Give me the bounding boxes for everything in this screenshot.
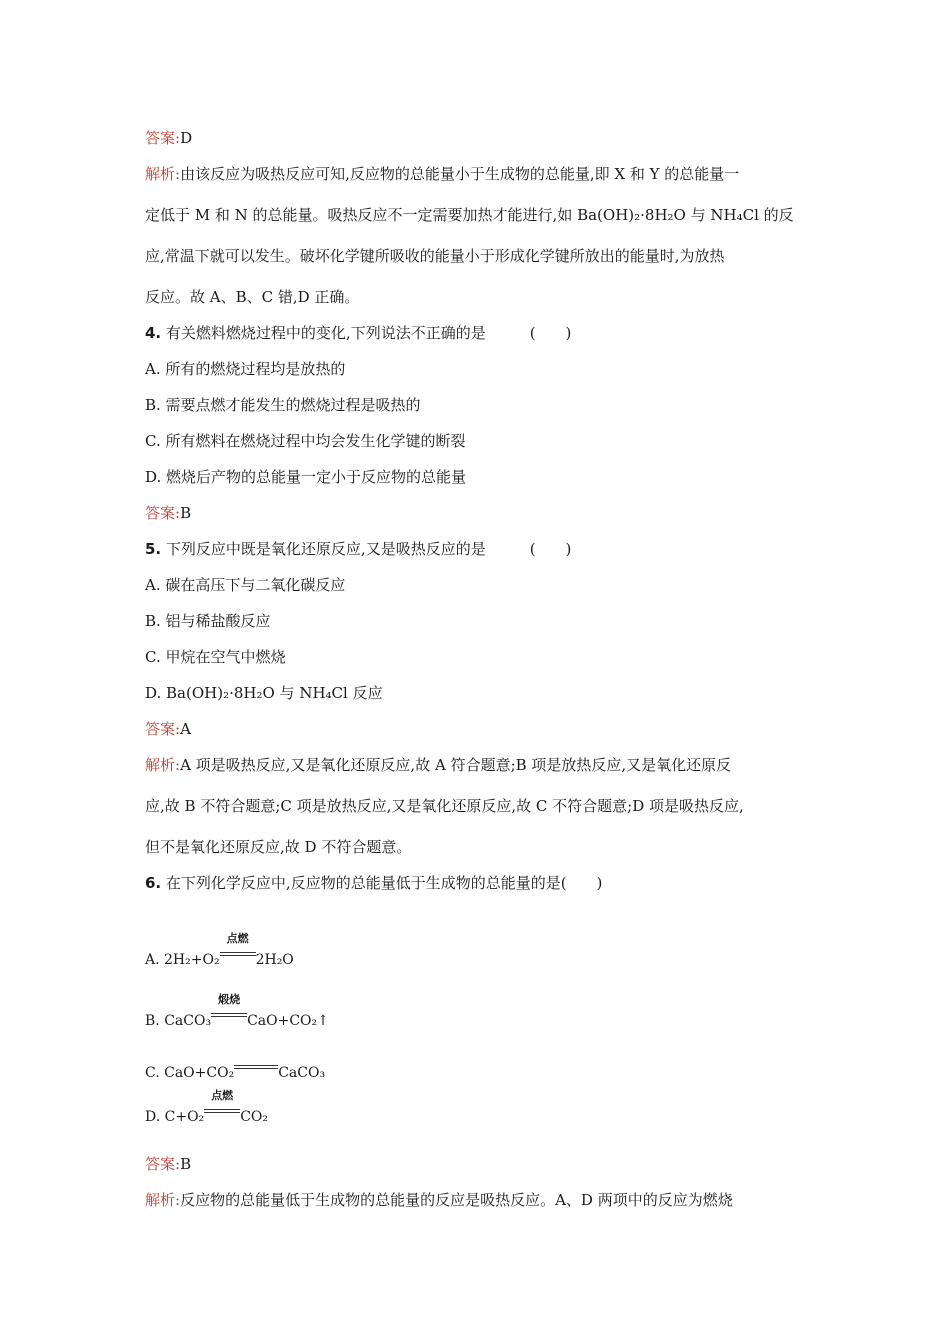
reaction-arrow bbox=[204, 1089, 240, 1121]
answer-value: A bbox=[180, 720, 191, 738]
answer-paren: ( ) bbox=[529, 324, 572, 342]
q4-option-a: A. 所有的燃烧过程均是放热的 bbox=[145, 360, 346, 378]
q4-answer bbox=[145, 503, 191, 523]
option-label: C. bbox=[145, 1065, 165, 1081]
answer-value: B bbox=[180, 1155, 192, 1173]
q4-option-b: B. 需要点燃才能发生的燃烧过程是吸热的 bbox=[145, 396, 421, 414]
analysis-text: 由该反应为吸热反应可知,反应物的总能量小于生成物的总能量,即 X 和 Y 的总能量一 bbox=[180, 165, 740, 183]
reactants: CaCO₃ bbox=[164, 1013, 212, 1029]
q6-option-b bbox=[145, 993, 329, 1029]
q6-option-c bbox=[145, 1057, 325, 1079]
question-number: 6. bbox=[145, 874, 162, 892]
analysis-text: 反应物的总能量低于生成物的总能量的反应是吸热反应。A、D 两项中的反应为燃烧 bbox=[180, 1191, 733, 1209]
products: CaO+CO₂↑ bbox=[247, 1013, 329, 1029]
answer-paren: ( ) bbox=[560, 874, 603, 892]
question-number: 4. bbox=[145, 324, 162, 342]
q5-stem bbox=[145, 539, 571, 559]
reaction-condition: 点燃 bbox=[226, 932, 249, 945]
q5-answer bbox=[145, 719, 191, 739]
option-label: D. bbox=[145, 1109, 165, 1125]
q4-option-c: C. 所有燃料在燃烧过程中均会发生化学键的断裂 bbox=[145, 432, 466, 450]
option-label: A. bbox=[145, 952, 165, 968]
reactants: 2H₂+O₂ bbox=[164, 952, 220, 968]
reaction-arrow bbox=[220, 932, 256, 964]
question-number: 5. bbox=[145, 540, 162, 558]
q6-option-a bbox=[145, 932, 294, 968]
question-text: 有关燃料燃烧过程中的变化,下列说法不正确的是 bbox=[165, 324, 486, 342]
q6-answer bbox=[145, 1154, 191, 1174]
answer-value: B bbox=[180, 504, 192, 522]
answer-label: 答案: bbox=[145, 504, 181, 522]
answer-label: 答案: bbox=[145, 720, 181, 738]
reactants: C+O₂ bbox=[164, 1109, 205, 1125]
answer-paren: ( ) bbox=[529, 540, 572, 558]
q5-option-c: C. 甲烷在空气中燃烧 bbox=[145, 648, 286, 666]
reaction-condition: 点燃 bbox=[211, 1089, 234, 1102]
q5-analysis-line-1 bbox=[145, 755, 731, 775]
q3-analysis-line-2: 定低于 M 和 N 的总能量。吸热反应不一定需要加热才能进行,如 Ba(OH)₂·8H₂O 与 NH₄Cl 的反 bbox=[145, 206, 794, 224]
reaction-arrow bbox=[211, 993, 247, 1025]
analysis-label: 解析: bbox=[145, 165, 181, 183]
reactants: CaO+CO₂ bbox=[164, 1065, 235, 1081]
analysis-label: 解析: bbox=[145, 756, 181, 774]
q5-option-b: B. 铝与稀盐酸反应 bbox=[145, 612, 271, 630]
question-text: 在下列化学反应中,反应物的总能量低于生成物的总能量的是 bbox=[165, 874, 561, 892]
q5-analysis-line-3: 但不是氧化还原反应,故 D 不符合题意。 bbox=[145, 838, 412, 856]
analysis-text: A 项是吸热反应,又是氧化还原反应,故 A 符合题意;B 项是放热反应,又是氧化还原反 bbox=[180, 756, 732, 774]
q5-analysis-line-2: 应,故 B 不符合题意;C 项是放热反应,又是氧化还原反应,故 C 不符合题意;D 项是吸热反应, bbox=[145, 797, 744, 815]
q3-answer bbox=[145, 128, 192, 148]
q3-analysis-line-4: 反应。故 A、B、C 错,D 正确。 bbox=[145, 288, 360, 306]
answer-label: 答案: bbox=[145, 1155, 181, 1173]
reaction-arrow bbox=[234, 1057, 278, 1077]
q3-analysis-line-3: 应,常温下就可以发生。破坏化学键所吸收的能量小于形成化学键所放出的能量时,为放热 bbox=[145, 247, 725, 265]
analysis-label: 解析: bbox=[145, 1191, 181, 1209]
products: 2H₂O bbox=[255, 952, 294, 968]
answer-value: D bbox=[180, 129, 193, 147]
reaction-condition: 煅烧 bbox=[218, 993, 241, 1006]
q6-analysis-line-1 bbox=[145, 1190, 733, 1210]
option-label: B. bbox=[145, 1013, 165, 1029]
question-text: 下列反应中既是氧化还原反应,又是吸热反应的是 bbox=[165, 540, 486, 558]
q4-stem bbox=[145, 323, 571, 343]
q6-option-d bbox=[145, 1089, 268, 1125]
products: CaCO₃ bbox=[278, 1065, 326, 1081]
q4-option-d: D. 燃烧后产物的总能量一定小于反应物的总能量 bbox=[145, 468, 467, 486]
q5-option-d: D. Ba(OH)₂·8H₂O 与 NH₄Cl 反应 bbox=[145, 684, 383, 702]
q3-analysis-line-1 bbox=[145, 164, 739, 184]
answer-label: 答案: bbox=[145, 129, 181, 147]
q5-option-a: A. 碳在高压下与二氧化碳反应 bbox=[145, 576, 346, 594]
q6-stem bbox=[145, 873, 602, 893]
products: CO₂ bbox=[240, 1109, 268, 1125]
